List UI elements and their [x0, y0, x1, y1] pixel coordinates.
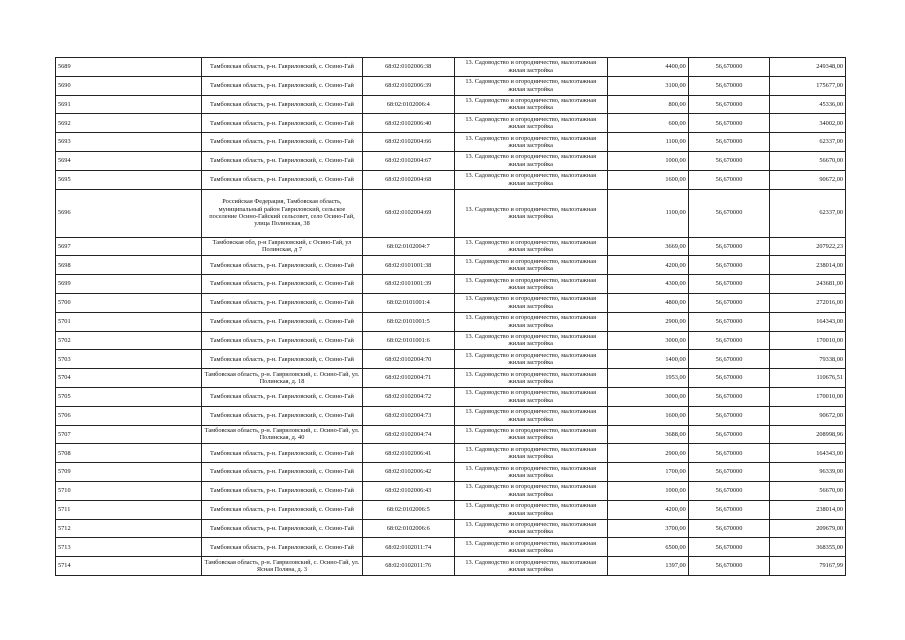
- area-cell: 1397,00: [607, 557, 688, 576]
- cadastral-number-cell: 68:02:0102004:72: [362, 387, 454, 406]
- cadastral-value-cell: 164343,00: [770, 444, 846, 463]
- specific-value-cell: 56,670000: [688, 331, 769, 350]
- address-cell: Тамбовская область, р-н. Гавриловский, с. Осино-Гай: [202, 538, 362, 557]
- land-use-cell: 13. Садоводство и огородничество, малоэтажная жилая застройка: [454, 95, 607, 114]
- address-cell: Тамбовская область, р-н. Гавриловский, с. Осино-Гай: [202, 170, 362, 189]
- area-cell: 1700,00: [607, 463, 688, 482]
- specific-value-cell: 56,670000: [688, 133, 769, 152]
- specific-value-cell: 56,670000: [688, 95, 769, 114]
- cadastral-value-cell: 90672,00: [770, 170, 846, 189]
- table-row: [56, 500, 846, 519]
- land-use-cell: 13. Садоводство и огородничество, малоэтажная жилая застройка: [454, 538, 607, 557]
- area-cell: 3669,00: [607, 237, 688, 256]
- row-number: 5700: [56, 293, 202, 312]
- address-cell: Тамбовская область, р-н. Гавриловский, с. Осино-Гай: [202, 463, 362, 482]
- specific-value-cell: 56,670000: [688, 500, 769, 519]
- address-cell: Тамбовская область, р-н. Гавриловский, с. Осино-Гай: [202, 256, 362, 275]
- land-use-cell: 13. Садоводство и огородничество, малоэтажная жилая застройка: [454, 237, 607, 256]
- row-number: 5706: [56, 406, 202, 425]
- area-cell: 3688,00: [607, 425, 688, 444]
- cadastral-value-cell: 368355,00: [770, 538, 846, 557]
- cadastral-value-cell: 110676,51: [770, 369, 846, 388]
- cadastral-number-cell: 68:02:0102004:66: [362, 133, 454, 152]
- cadastral-number-cell: 68:02:0102004:67: [362, 151, 454, 170]
- specific-value-cell: 56,670000: [688, 58, 769, 77]
- cadastral-value-cell: 207922,23: [770, 237, 846, 256]
- row-number: 5712: [56, 519, 202, 538]
- cadastral-value-cell: 249348,00: [770, 58, 846, 77]
- table-row: [56, 95, 846, 114]
- area-cell: 4400,00: [607, 58, 688, 77]
- cadastral-number-cell: 68:02:0102011:74: [362, 538, 454, 557]
- row-number: 5692: [56, 114, 202, 133]
- table-row: [56, 256, 846, 275]
- specific-value-cell: 56,670000: [688, 151, 769, 170]
- address-cell: Тамбовская область, р-н. Гавриловский, с. Осино-Гай: [202, 151, 362, 170]
- row-number: 5698: [56, 256, 202, 275]
- table-row: [56, 237, 846, 256]
- cadastral-value-cell: 208998,96: [770, 425, 846, 444]
- specific-value-cell: 56,670000: [688, 170, 769, 189]
- row-number: 5695: [56, 170, 202, 189]
- cadastral-value-cell: 56670,00: [770, 151, 846, 170]
- row-number: 5689: [56, 58, 202, 77]
- row-number: 5703: [56, 350, 202, 369]
- cadastral-value-cell: 164343,00: [770, 312, 846, 331]
- specific-value-cell: 56,670000: [688, 387, 769, 406]
- table-row: [56, 331, 846, 350]
- specific-value-cell: 56,670000: [688, 481, 769, 500]
- cadastral-value-cell: 34002,00: [770, 114, 846, 133]
- area-cell: 4800,00: [607, 293, 688, 312]
- row-number: 5699: [56, 275, 202, 294]
- address-cell: Тамбовская область, р-н. Гавриловский, с. Осино-Гай: [202, 406, 362, 425]
- table-body: [56, 58, 846, 576]
- cadastral-value-cell: 243681,00: [770, 275, 846, 294]
- land-use-cell: 13. Садоводство и огородничество, малоэтажная жилая застройка: [454, 481, 607, 500]
- address-cell: Тамбовская область, р-н. Гавриловский, с. Осино-Гай: [202, 312, 362, 331]
- cadastral-value-cell: 175677,00: [770, 76, 846, 95]
- specific-value-cell: 56,670000: [688, 463, 769, 482]
- row-number: 5696: [56, 189, 202, 237]
- specific-value-cell: 56,670000: [688, 369, 769, 388]
- specific-value-cell: 56,670000: [688, 557, 769, 576]
- cadastral-value-cell: 90672,00: [770, 406, 846, 425]
- row-number: 5690: [56, 76, 202, 95]
- address-cell: Тамбовская область, р-н. Гавриловский, с. Осино-Гай: [202, 58, 362, 77]
- table-row: [56, 151, 846, 170]
- cadastral-number-cell: 68:02:0101001:39: [362, 275, 454, 294]
- row-number: 5701: [56, 312, 202, 331]
- area-cell: 3700,00: [607, 519, 688, 538]
- cadastral-value-cell: 79167,99: [770, 557, 846, 576]
- cadastral-value-cell: 272016,00: [770, 293, 846, 312]
- land-use-cell: 13. Садоводство и огородничество, малоэтажная жилая застройка: [454, 256, 607, 275]
- land-use-cell: 13. Садоводство и огородничество, малоэтажная жилая застройка: [454, 500, 607, 519]
- area-cell: 1000,00: [607, 151, 688, 170]
- table-row: [56, 519, 846, 538]
- cadastral-number-cell: 68:02:0101001:6: [362, 331, 454, 350]
- address-cell: Тамбовская область, р-н. Гавриловский, с. Осино-Гай: [202, 519, 362, 538]
- table-row: [56, 170, 846, 189]
- area-cell: 600,00: [607, 114, 688, 133]
- address-cell: Тамбовская область, р-н. Гавриловский, с. Осино-Гай: [202, 76, 362, 95]
- area-cell: 1100,00: [607, 133, 688, 152]
- land-use-cell: 13. Садоводство и огородничество, малоэтажная жилая застройка: [454, 519, 607, 538]
- cadastral-value-cell: 45336,00: [770, 95, 846, 114]
- row-number: 5708: [56, 444, 202, 463]
- row-number: 5691: [56, 95, 202, 114]
- address-cell: Тамбовская область, р-н. Гавриловский, с. Осино-Гай, ул. Ясная Поляна, д. 3: [202, 557, 362, 576]
- row-number: 5714: [56, 557, 202, 576]
- cadastral-number-cell: 68:02:0102004:7: [362, 237, 454, 256]
- land-use-cell: 13. Садоводство и огородничество, малоэтажная жилая застройка: [454, 133, 607, 152]
- table-row: [56, 312, 846, 331]
- row-number: 5693: [56, 133, 202, 152]
- address-cell: Тамбовская область, р-н. Гавриловский, с. Осино-Гай: [202, 95, 362, 114]
- specific-value-cell: 56,670000: [688, 189, 769, 237]
- address-cell: Тамбовская область, р-н. Гавриловский, с. Осино-Гай: [202, 500, 362, 519]
- land-use-cell: 13. Садоводство и огородничество, малоэтажная жилая застройка: [454, 444, 607, 463]
- cadastral-number-cell: 68:02:0102006:43: [362, 481, 454, 500]
- land-use-cell: 13. Садоводство и огородничество, малоэтажная жилая застройка: [454, 350, 607, 369]
- area-cell: 1600,00: [607, 406, 688, 425]
- specific-value-cell: 56,670000: [688, 538, 769, 557]
- table-row: [56, 463, 846, 482]
- specific-value-cell: 56,670000: [688, 425, 769, 444]
- row-number: 5709: [56, 463, 202, 482]
- table-row: [56, 387, 846, 406]
- cadastral-value-cell: 96339,00: [770, 463, 846, 482]
- row-number: 5705: [56, 387, 202, 406]
- specific-value-cell: 56,670000: [688, 237, 769, 256]
- land-use-cell: 13. Садоводство и огородничество, малоэтажная жилая застройка: [454, 406, 607, 425]
- land-use-cell: 13. Садоводство и огородничество, малоэтажная жилая застройка: [454, 557, 607, 576]
- cadastral-value-cell: 170010,00: [770, 331, 846, 350]
- cadastral-value-cell: 238014,00: [770, 500, 846, 519]
- row-number: 5694: [56, 151, 202, 170]
- specific-value-cell: 56,670000: [688, 519, 769, 538]
- table-row: [56, 406, 846, 425]
- specific-value-cell: 56,670000: [688, 444, 769, 463]
- table-row: [56, 444, 846, 463]
- address-cell: Тамбовская область, р-н. Гавриловский, с. Осино-Гай: [202, 114, 362, 133]
- land-use-cell: 13. Садоводство и огородничество, малоэтажная жилая застройка: [454, 387, 607, 406]
- cadastral-number-cell: 68:02:0102004:73: [362, 406, 454, 425]
- row-number: 5713: [56, 538, 202, 557]
- address-cell: Тамбовская область, р-н. Гавриловский, с. Осино-Гай: [202, 481, 362, 500]
- table-row: [56, 275, 846, 294]
- cadastral-number-cell: 68:02:0102004:69: [362, 189, 454, 237]
- address-cell: Тамбовская обл, р-н Гавриловский, с Осино-Гай, ул Полинская, д 7: [202, 237, 362, 256]
- land-use-cell: 13. Садоводство и огородничество, малоэтажная жилая застройка: [454, 293, 607, 312]
- address-cell: Тамбовская область, р-н. Гавриловский, с. Осино-Гай, ул. Полинская, д. 40: [202, 425, 362, 444]
- area-cell: 3000,00: [607, 331, 688, 350]
- land-use-cell: 13. Садоводство и огородничество, малоэтажная жилая застройка: [454, 425, 607, 444]
- cadastral-number-cell: 68:02:0101001:5: [362, 312, 454, 331]
- cadastral-value-cell: 79338,00: [770, 350, 846, 369]
- address-cell: Тамбовская область, р-н. Гавриловский, с. Осино-Гай: [202, 387, 362, 406]
- address-cell: Российская Федерация, Тамбовская область, муниципальный район Гавриловский, сельское поселение Осино-Гайский сельсовет, село Осино-Гай, улица Полинская, 38: [202, 189, 362, 237]
- cadastral-number-cell: 68:02:0102011:76: [362, 557, 454, 576]
- area-cell: 1000,00: [607, 481, 688, 500]
- cadastral-number-cell: 68:02:0102004:70: [362, 350, 454, 369]
- table-row: [56, 114, 846, 133]
- address-cell: Тамбовская область, р-н. Гавриловский, с. Осино-Гай: [202, 293, 362, 312]
- address-cell: Тамбовская область, р-н. Гавриловский, с. Осино-Гай: [202, 275, 362, 294]
- address-cell: Тамбовская область, р-н. Гавриловский, с. Осино-Гай: [202, 444, 362, 463]
- area-cell: 4300,00: [607, 275, 688, 294]
- area-cell: 3100,00: [607, 76, 688, 95]
- address-cell: Тамбовская область, р-н. Гавриловский, с. Осино-Гай: [202, 350, 362, 369]
- specific-value-cell: 56,670000: [688, 114, 769, 133]
- table-row: [56, 481, 846, 500]
- area-cell: 1400,00: [607, 350, 688, 369]
- table-row: [56, 293, 846, 312]
- cadastral-number-cell: 68:02:0102004:74: [362, 425, 454, 444]
- cadastral-number-cell: 68:02:0102006:5: [362, 500, 454, 519]
- land-use-cell: 13. Садоводство и огородничество, малоэтажная жилая застройка: [454, 114, 607, 133]
- land-use-cell: 13. Садоводство и огородничество, малоэтажная жилая застройка: [454, 189, 607, 237]
- table-row: [56, 133, 846, 152]
- address-cell: Тамбовская область, р-н. Гавриловский, с. Осино-Гай, ул. Полинская, д. 18: [202, 369, 362, 388]
- area-cell: 800,00: [607, 95, 688, 114]
- specific-value-cell: 56,670000: [688, 76, 769, 95]
- specific-value-cell: 56,670000: [688, 406, 769, 425]
- specific-value-cell: 56,670000: [688, 275, 769, 294]
- table-row: [56, 425, 846, 444]
- cadastral-value-cell: 56670,00: [770, 481, 846, 500]
- cadastral-value-cell: 62337,00: [770, 133, 846, 152]
- table-row: [56, 557, 846, 576]
- row-number: 5710: [56, 481, 202, 500]
- table-row: [56, 538, 846, 557]
- land-use-cell: 13. Садоводство и огородничество, малоэтажная жилая застройка: [454, 151, 607, 170]
- row-number: 5707: [56, 425, 202, 444]
- table-row: [56, 369, 846, 388]
- cadastral-number-cell: 68:02:0102006:38: [362, 58, 454, 77]
- specific-value-cell: 56,670000: [688, 293, 769, 312]
- address-cell: Тамбовская область, р-н. Гавриловский, с. Осино-Гай: [202, 331, 362, 350]
- cadastral-number-cell: 68:02:0102006:6: [362, 519, 454, 538]
- cadastral-number-cell: 68:02:0102006:40: [362, 114, 454, 133]
- cadastral-value-cell: 170010,00: [770, 387, 846, 406]
- cadastral-number-cell: 68:02:0101001:4: [362, 293, 454, 312]
- land-use-cell: 13. Садоводство и огородничество, малоэтажная жилая застройка: [454, 275, 607, 294]
- row-number: 5704: [56, 369, 202, 388]
- address-cell: Тамбовская область, р-н. Гавриловский, с. Осино-Гай: [202, 133, 362, 152]
- land-use-cell: 13. Садоводство и огородничество, малоэтажная жилая застройка: [454, 58, 607, 77]
- area-cell: 2900,00: [607, 312, 688, 331]
- table-row: [56, 189, 846, 237]
- area-cell: 1100,00: [607, 189, 688, 237]
- land-use-cell: 13. Садоводство и огородничество, малоэтажная жилая застройка: [454, 331, 607, 350]
- area-cell: 6500,00: [607, 538, 688, 557]
- cadastral-value-cell: 238014,00: [770, 256, 846, 275]
- cadastral-value-cell: 209679,00: [770, 519, 846, 538]
- area-cell: 1953,00: [607, 369, 688, 388]
- area-cell: 4200,00: [607, 500, 688, 519]
- land-use-cell: 13. Садоводство и огородничество, малоэтажная жилая застройка: [454, 463, 607, 482]
- row-number: 5702: [56, 331, 202, 350]
- cadastral-number-cell: 68:02:0102006:4: [362, 95, 454, 114]
- area-cell: 1600,00: [607, 170, 688, 189]
- cadastral-value-cell: 62337,00: [770, 189, 846, 237]
- row-number: 5711: [56, 500, 202, 519]
- cadastral-number-cell: 68:02:0101001:38: [362, 256, 454, 275]
- area-cell: 3000,00: [607, 387, 688, 406]
- cadastral-number-cell: 68:02:0102006:42: [362, 463, 454, 482]
- cadastral-number-cell: 68:02:0102006:39: [362, 76, 454, 95]
- table-row: [56, 76, 846, 95]
- table-row: [56, 350, 846, 369]
- land-use-cell: 13. Садоводство и огородничество, малоэтажная жилая застройка: [454, 312, 607, 331]
- land-use-cell: 13. Садоводство и огородничество, малоэтажная жилая застройка: [454, 76, 607, 95]
- area-cell: 2900,00: [607, 444, 688, 463]
- cadastral-number-cell: 68:02:0102004:68: [362, 170, 454, 189]
- cadastral-number-cell: 68:02:0102006:41: [362, 444, 454, 463]
- specific-value-cell: 56,670000: [688, 350, 769, 369]
- table-row: [56, 58, 846, 77]
- area-cell: 4200,00: [607, 256, 688, 275]
- cadastral-value-table: [55, 57, 846, 576]
- specific-value-cell: 56,670000: [688, 256, 769, 275]
- land-use-cell: 13. Садоводство и огородничество, малоэтажная жилая застройка: [454, 369, 607, 388]
- row-number: 5697: [56, 237, 202, 256]
- cadastral-number-cell: 68:02:0102004:71: [362, 369, 454, 388]
- land-use-cell: 13. Садоводство и огородничество, малоэтажная жилая застройка: [454, 170, 607, 189]
- specific-value-cell: 56,670000: [688, 312, 769, 331]
